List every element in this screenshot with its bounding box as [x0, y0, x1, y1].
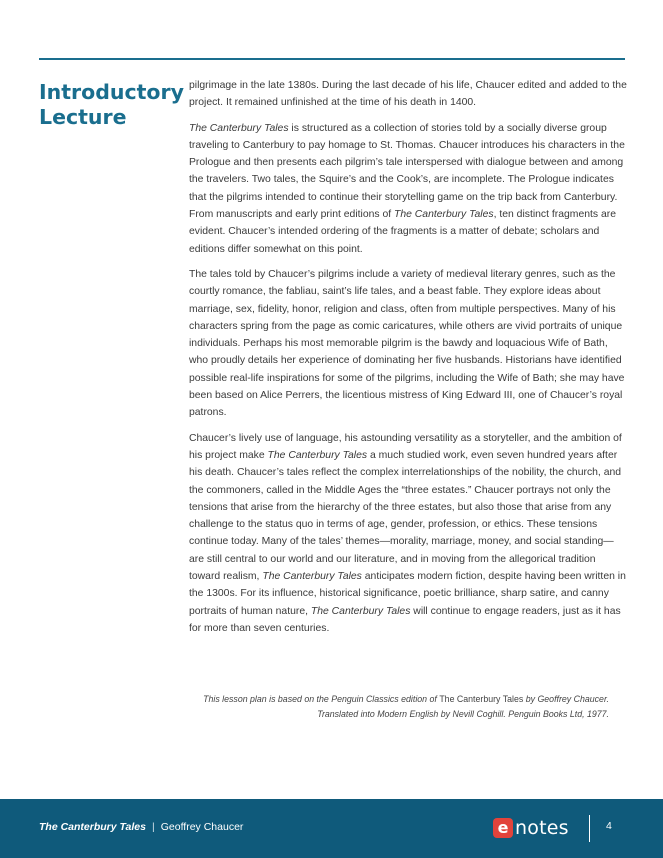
footer-book-title: The Canterbury Tales — [39, 821, 146, 833]
paragraph-2-text-b: , ten distinct fragments are evident. Chaucer’s intended ordering of the fragments is a matter of debate; scholars and editions differ somewhat on this point. — [189, 209, 616, 255]
paragraph-4-text-b: a much studied work, even seven hundred years after his death. Chaucer’s tales reflect the complex interrelationships of the nobility, the church, and the commoners, called in the Middle Ages the “three estates.” Chaucer portrays not only the tensions that arise from the hierarchy of the three estates, but also those that arise from any challenge to the status quo in terms of age, gender, profession, or ethics. These tensions continue today. Many of the tales’ themes—morality, marriage, money, and social standing—are still central to our world and our literature, and in moving from the allegorical tradition toward realism, — [189, 449, 622, 583]
enotes-logo — [493, 816, 569, 840]
footer-book-info — [39, 821, 243, 833]
paragraph-3: The tales told by Chaucer’s pilgrims include a variety of medieval literary genres, such as the courtly romance, the fabliau, saint’s life tales, and a beast fable. They explore ideas about marriage, sex, fidelity, honor, religion and class, often from multiple perspectives. Many of his characters spring from the page as comic caricatures, while others are vivid portraits of unique individuals. Perhaps his most memorable pilgrim is the bawdy and loquacious Wife of Bath, who proudly details her experience of dominating her five husbands. Historians have identified possible real-life inspirations for some of the pilgrims, including the Wife of Bath; she may have been based on Alice Perrers, the licentious mistress of King Edward III, one of Chaucer’s royal patrons. — [189, 268, 625, 419]
lecture-body — [189, 77, 627, 645]
paragraph-4-text-a: Chaucer’s lively use of language, his astounding versatility as a storyteller, and the ambition of his project make — [189, 432, 622, 461]
edition-credit — [200, 692, 609, 722]
paragraph-2 — [189, 120, 627, 258]
credit-text-a: This lesson plan is based on the Penguin Classics edition of — [203, 694, 440, 704]
page-footer — [0, 799, 663, 858]
paragraph-1: pilgrimage in the late 1380s. During the last decade of his life, Chaucer edited and added to the project. It remained unfinished at the time of his death in 1400. — [189, 80, 627, 109]
paragraph-2-text-a: is structured as a collection of stories told by a socially diverse group traveling to Canterbury to pay homage to St. Thomas. Chaucer introduces his characters in the Prologue and then presents each pilgrim’s tale interspersed with dialogue between and among the travelers. Two tales, the Squire’s and the Cook’s, are incomplete. The Prologue indicates that the pilgrims intended to continue their storytelling game on the trip back from Canterbury. From manuscripts and early print editions of — [189, 122, 625, 221]
credit-book-title: The Canterbury Tales — [439, 694, 524, 704]
book-title-ref: The Canterbury Tales — [394, 209, 494, 221]
footer-author: Geoffrey Chaucer — [160, 821, 244, 833]
book-title-ref: The Canterbury Tales — [262, 571, 362, 583]
footer-divider — [589, 815, 590, 842]
page-number: 4 — [606, 820, 612, 832]
paragraph-4-text-c: anticipates modern fiction, despite having been written in the 1300s. For its influence, historical significance, poetic brilliance, sharp satire, and canny portraits of human nature, — [189, 571, 626, 617]
credit-text-b: by Geoffrey Chaucer. Translated into Modern English by Nevill Coghill. Penguin Books Ltd, 1977. — [317, 694, 609, 719]
top-divider — [39, 58, 625, 60]
footer-separator: | — [151, 821, 155, 833]
section-title — [39, 80, 184, 130]
book-title-ref: The Canterbury Tales — [189, 122, 289, 134]
book-title-ref: The Canterbury Tales — [310, 605, 411, 617]
paragraph-4 — [189, 430, 627, 638]
section-title-line2: Lecture — [39, 105, 127, 129]
enotes-logo-e-icon: e — [493, 818, 513, 838]
section-title-line1: Introductory — [39, 80, 184, 104]
paragraph-4-text-d: will continue to engage readers, just as it has for more than seven centuries. — [189, 605, 621, 634]
enotes-logo-word: notes — [515, 817, 569, 839]
book-title-ref: The Canterbury Tales — [267, 449, 368, 461]
